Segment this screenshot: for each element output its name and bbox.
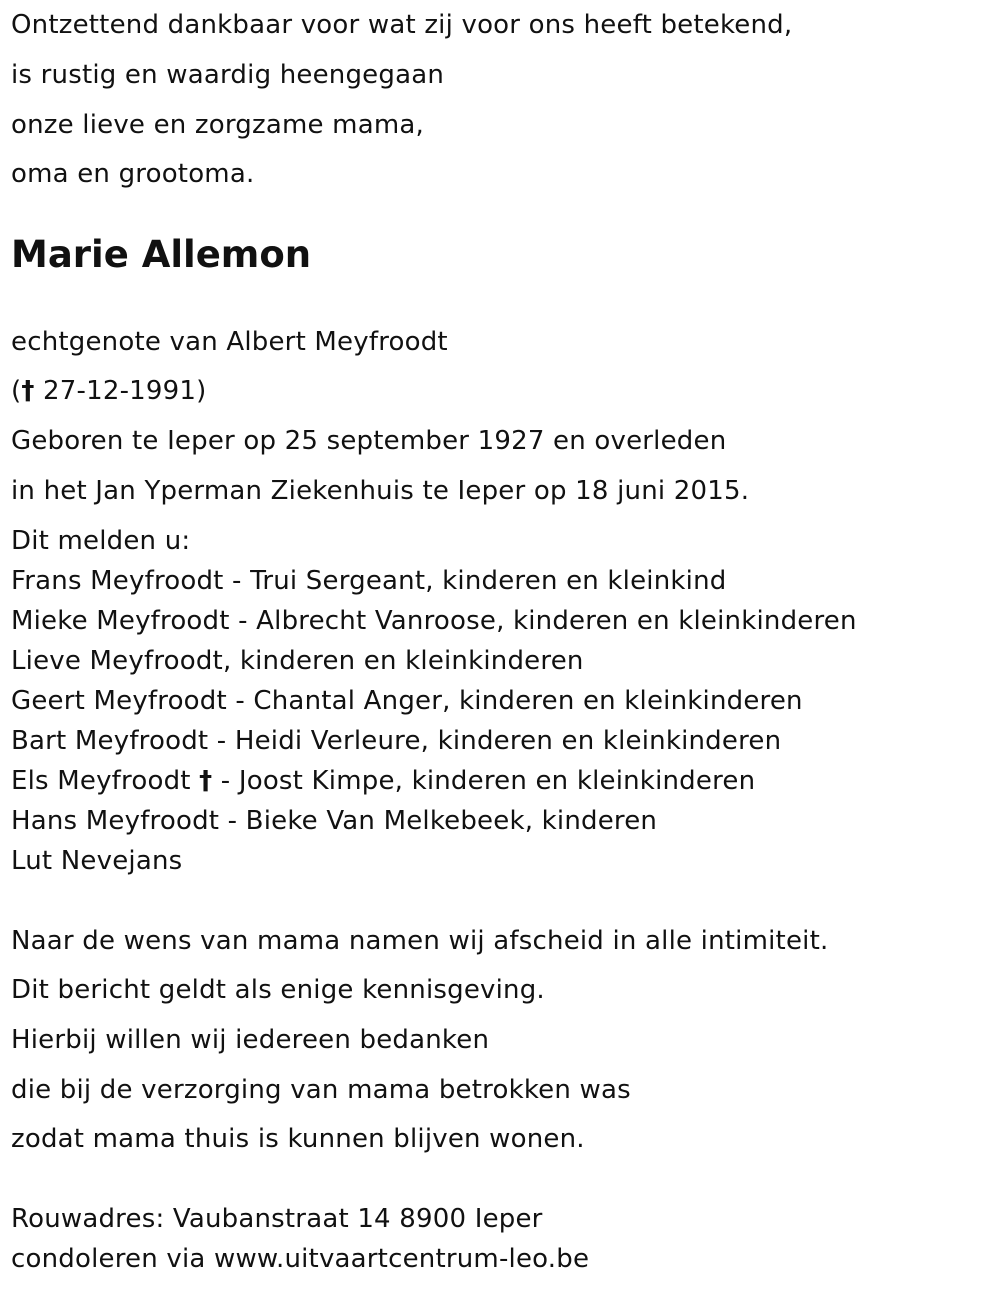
- family-line: Frans Meyfroodt - Trui Sergeant, kinderen en kleinkind: [11, 566, 727, 596]
- announcers-intro: Dit melden u:: [11, 526, 191, 556]
- cross-icon: †: [199, 766, 213, 796]
- family-partner: - Joost Kimpe, kinderen en kleinkinderen: [212, 766, 756, 796]
- intro-line: is rustig en waardig heengegaan: [11, 60, 445, 90]
- family-line: [11, 766, 755, 796]
- spouse-death-line: [11, 376, 206, 406]
- birth-death-line: in het Jan Yperman Ziekenhuis te Ieper op 18 juni 2015.: [11, 476, 750, 506]
- family-name: Els Meyfroodt: [11, 766, 200, 796]
- spouse-line: echtgenote van Albert Meyfroodt: [11, 327, 448, 357]
- closing-line: Dit bericht geldt als enige kennisgeving.: [11, 975, 545, 1005]
- family-line: Mieke Meyfroodt - Albrecht Vanroose, kinderen en kleinkinderen: [11, 606, 857, 636]
- family-line: Geert Meyfroodt - Chantal Anger, kinderen en kleinkinderen: [11, 686, 803, 716]
- intro-line: oma en grootoma.: [11, 159, 255, 189]
- family-line: Hans Meyfroodt - Bieke Van Melkebeek, kinderen: [11, 806, 658, 836]
- intro-line: onze lieve en zorgzame mama,: [11, 110, 424, 140]
- open-paren: (: [11, 376, 22, 406]
- family-line: Lut Nevejans: [11, 846, 183, 876]
- closing-line: zodat mama thuis is kunnen blijven wonen.: [11, 1124, 585, 1154]
- closing-line: die bij de verzorging van mama betrokken was: [11, 1075, 631, 1105]
- intro-line: Ontzettend dankbaar voor wat zij voor ons heeft betekend,: [11, 10, 793, 40]
- family-line: Lieve Meyfroodt, kinderen en kleinkinderen: [11, 646, 584, 676]
- mourning-address: Rouwadres: Vaubanstraat 14 8900 Ieper: [11, 1204, 543, 1234]
- closing-line: Hierbij willen wij iedereen bedanken: [11, 1025, 490, 1055]
- birth-death-line: Geboren te Ieper op 25 september 1927 en overleden: [11, 426, 727, 456]
- condolence-link[interactable]: condoleren via www.uitvaartcentrum-leo.be: [11, 1244, 590, 1274]
- close-paren: ): [196, 376, 207, 406]
- deceased-name: Marie Allemon: [11, 233, 312, 276]
- closing-line: Naar de wens van mama namen wij afscheid in alle intimiteit.: [11, 926, 829, 956]
- cross-icon: †: [21, 376, 35, 406]
- spouse-death-date: 27-12-1991: [43, 376, 197, 406]
- family-line: Bart Meyfroodt - Heidi Verleure, kinderen en kleinkinderen: [11, 726, 782, 756]
